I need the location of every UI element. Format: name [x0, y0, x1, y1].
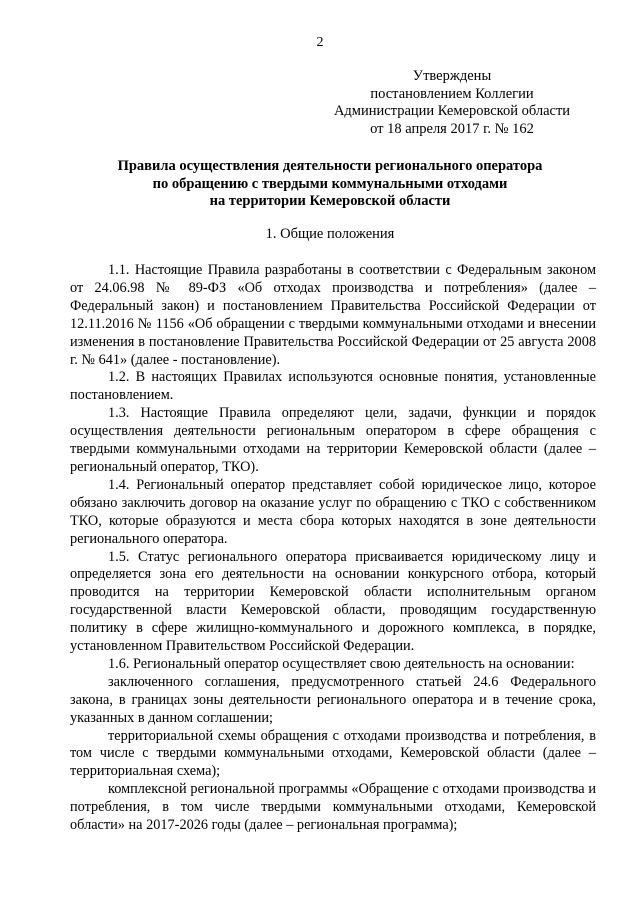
document-title: [70, 158, 590, 211]
section-heading: 1. Общие положения: [265, 226, 395, 242]
title-line: Правила осуществления деятельности регионального оператора: [117, 158, 543, 174]
title-line: на территории Кемеровской области: [209, 193, 451, 209]
approval-line: постановлением Коллегии: [370, 85, 534, 102]
paragraph-1-1: 1.1. Настоящие Правила разработаны в соответствии с Федеральным законом от 24.06.98 № 89-ФЗ «Об отходах производства и потребления» (далее – Федеральный закон) и постановлением Правительства Российской Федерации от 12.11.2016 № 1156 «Об обращении с твердыми коммунальными отходами и внесении изменения в постановление Правительства Российской Федерации от 25 августа 2008 г. № 641» (далее - постановление).: [70, 262, 596, 368]
approval-line: от 18 апреля 2017 г. № 162: [370, 120, 534, 137]
list-item-agreement: заключенного соглашения, предусмотренного статьей 24.6 Федерального закона, в границах зоны деятельности регионального оператора и в течение срока, указанных в данном соглашении;: [70, 673, 596, 726]
page-number: 2: [316, 35, 324, 50]
approval-line: Утверждены: [412, 68, 492, 84]
document-body: [70, 262, 596, 835]
list-item-regional-program: комплексной региональной программы «Обращение с отходами производства и потребления, в том числе твердыми коммунальными отходами, Кемеровской области» на 2017-2026 годы (далее – региональная программа);: [70, 781, 596, 834]
paragraph-1-6: 1.6. Региональный оператор осуществляет свою деятельность на основании:: [108, 655, 575, 672]
paragraph-1-4: 1.4. Региональный оператор представляет собой юридическое лицо, которое обязано заключить договор на оказание услуг по обращению с ТКО с собственником ТКО, которые образуются и места сбора которых находятся в зоне деятельности регионального оператора.: [70, 476, 596, 547]
paragraph-1-2: 1.2. В настоящих Правилах используются основные понятия, установленные постановлением.: [70, 369, 596, 404]
paragraph-1-3: 1.3. Настоящие Правила определяют цели, задачи, функции и порядок осуществления деятельности региональным оператором в сфере обращения с твердыми коммунальными отходами на территории Кемеровской области (далее – региональный оператор, ТКО).: [70, 405, 596, 475]
list-item-territorial-scheme: территориальной схемы обращения с отходами производства и потребления, в том числе с твердыми коммунальными отходами, Кемеровской области (далее – территориальная схема);: [70, 727, 596, 780]
approval-block: [320, 68, 584, 138]
title-line: по обращению с твердыми коммунальными отходами: [152, 175, 508, 192]
approval-line: Администрации Кемеровской области: [333, 103, 571, 119]
paragraph-1-5: 1.5. Статус регионального оператора присваивается юридическому лицу и определяется зона его деятельности на основании конкурсного отбора, который проводится на территории Кемеровской области исполнительным органом государственной власти Кемеровской области, проводящим государственную политику в сфере жилищно-коммунального и дорожного комплекса, в порядке, установленном Правительством Российской Федерации.: [70, 548, 596, 655]
